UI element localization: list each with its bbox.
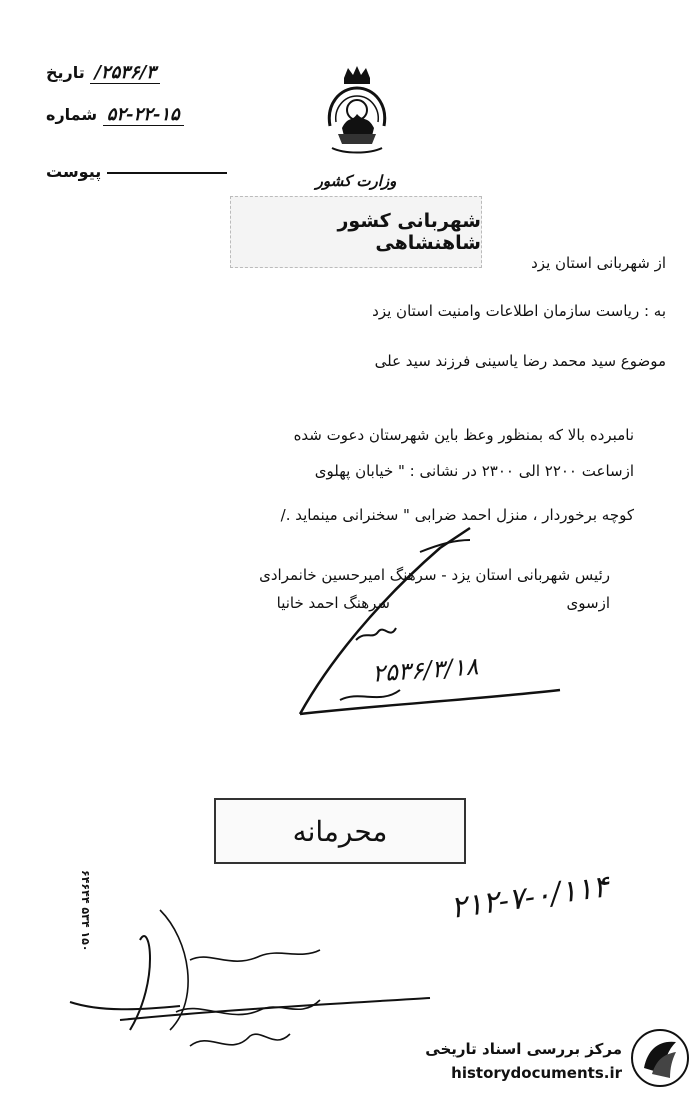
ministry-name: وزارت کشور xyxy=(315,172,397,190)
body-line-1: نامبرده بالا که بمنظور وعظ باین شهرستان دعوت شده xyxy=(293,426,634,444)
classification-text: محرمانه xyxy=(292,814,388,848)
signatory-name: سرهنگ احمد خانیا xyxy=(276,594,390,612)
date-value: ۲۵۳۶/۳/ xyxy=(90,62,160,84)
to-line: به : ریاست سازمان اطلاعات وامنیت استان یزد xyxy=(372,302,666,320)
side-reference-number: ۶۴۶۴۴ ۵۳۴ ۱۵۰ xyxy=(79,870,92,952)
signatory-line-1: رئیس شهربانی استان یزد - سرهنگ امیرحسین خانمرادی xyxy=(259,566,610,584)
attachment-label: پیوست xyxy=(46,162,102,181)
number-value: ۵۲-۲۲-۱۵ xyxy=(103,104,184,126)
body-line-2: ازساعت ۲۲۰۰ الی ۲۳۰۰ در نشانی : " خیابان پهلوی xyxy=(314,462,634,480)
handwritten-date: ۲۵۳۶/۳/۱۸ xyxy=(371,652,480,688)
date-line xyxy=(40,62,240,84)
handwritten-ref-number: ۲۱۲-۷-۰/۱۱۴ xyxy=(448,869,611,926)
from-line: از شهربانی استان یزد xyxy=(531,254,666,272)
office-title: شهربانی کشور شاهنشاهی xyxy=(337,210,481,254)
crown-lion-emblem-icon xyxy=(322,64,392,158)
archive-url: historydocuments.ir xyxy=(451,1064,622,1082)
archive-logo-icon xyxy=(630,1028,690,1088)
subject-line: موضوع سید محمد رضا یاسینی فرزند سید علی xyxy=(374,352,666,370)
number-label: شماره xyxy=(46,105,98,124)
archive-org-name: مرکز بررسی اسناد تاریخی xyxy=(425,1040,622,1058)
signatory-prefix: ازسوی xyxy=(566,594,610,612)
date-label: تاریخ xyxy=(46,63,85,82)
body-line-3: کوچه برخوردار ، منزل احمد ضرابی " سخنرانی مینماید ./ xyxy=(280,506,634,524)
number-line xyxy=(40,104,240,126)
confidential-stamp xyxy=(214,798,466,864)
attachment-line xyxy=(40,162,240,181)
office-title-box xyxy=(230,196,482,268)
attachment-blank xyxy=(107,172,227,174)
